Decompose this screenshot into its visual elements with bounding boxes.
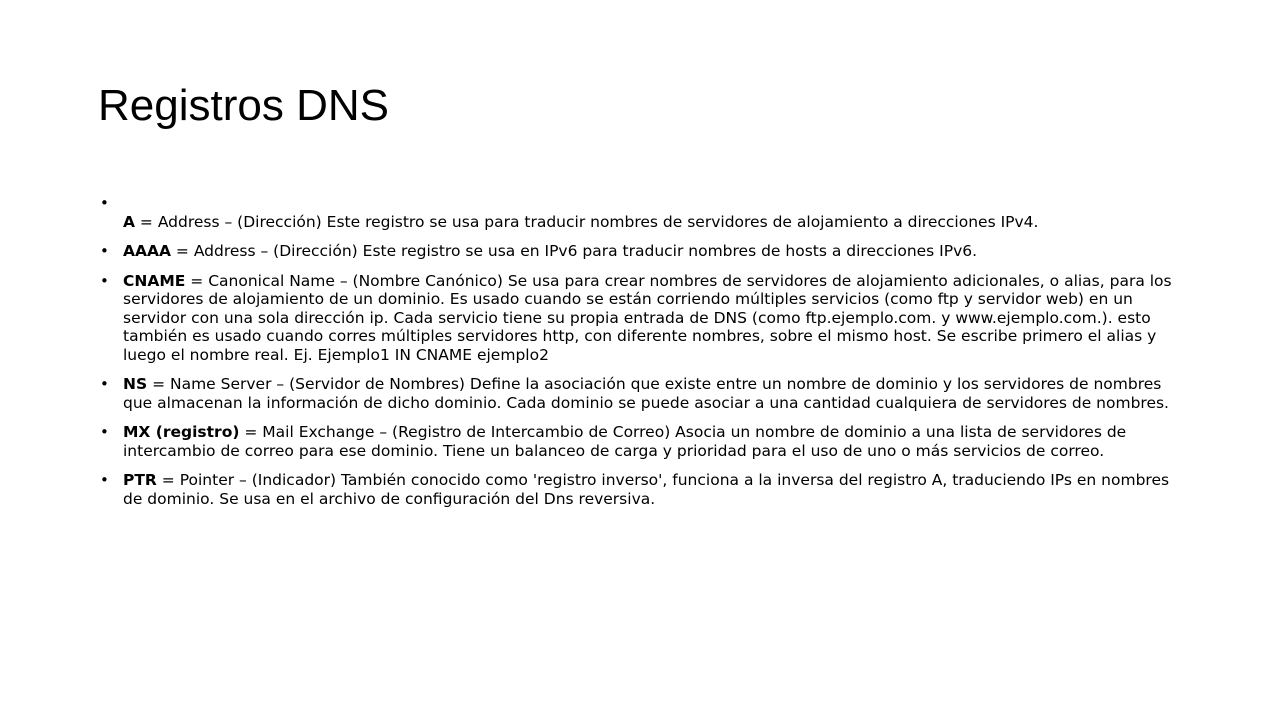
list-item-ns-record bbox=[100, 375, 1190, 412]
slide-title: Registros DNS bbox=[98, 81, 389, 130]
bullet-term: MX (registro) bbox=[123, 423, 240, 441]
bullet-body bbox=[123, 272, 1172, 364]
bullet-text: = Pointer – (Indicador) También conocido como 'registro inverso', funciona a la inversa del registro A, traduciendo IPs en nombres de dominio. Se usa en el archivo de configuración del Dns reversiva. bbox=[123, 471, 1170, 508]
bullet-term: NS bbox=[123, 375, 148, 393]
list-item-cname-record bbox=[100, 272, 1190, 365]
bullet-text: = Address – (Dirección) Este registro se usa para traducir nombres de servidores de alojamiento a direcciones IPv4. bbox=[135, 212, 1039, 231]
bullet-term: CNAME bbox=[123, 271, 186, 290]
bullet-term: A bbox=[123, 212, 135, 231]
bullet-icon: • bbox=[100, 271, 109, 290]
bullet-term: AAAA bbox=[123, 242, 171, 260]
bullet-body bbox=[123, 423, 1126, 460]
bullet-text: = Canonical Name – (Nombre Canónico) Se usa para crear nombres de servidores de alojamiento adicionales, o alias, para los servidores de alojamiento de un dominio. Es usado cuando se están corriendo múltiples servicios (como ftp y servidor web) en un servidor con una sola dirección ip. Cada servicio tiene su propia entrada de DNS (como ftp.ejemplo.com. y www.ejemplo.com.). esto también es usado cuando corres múltiples servidores http, con diferente nombres, sobre el mismo host. Se escribe primero el alias y luego el nombre real. Ej. Ejemplo1 IN CNAME ejemplo2 bbox=[123, 271, 1172, 364]
bullet-text: = Address – (Dirección) Este registro se usa en IPv6 para traducir nombres de hosts a direcciones IPv6. bbox=[170, 242, 978, 260]
bullet-icon: • bbox=[100, 423, 109, 441]
list-item-a-record bbox=[100, 194, 1190, 231]
list-item-aaaa-record bbox=[100, 242, 1190, 261]
bullet-text: = Mail Exchange – (Registro de Intercambio de Correo) Asocia un nombre de dominio a una lista de servidores de intercambio de correo para ese dominio. Tiene un balanceo de carga y prioridad para el uso de uno o más servicios de correo. bbox=[123, 423, 1127, 460]
bullet-term: PTR bbox=[123, 471, 157, 489]
bullet-icon: • bbox=[100, 194, 109, 212]
bullet-text: = Name Server – (Servidor de Nombres) Define la asociación que existe entre un nombre de dominio y los servidores de nombres que almacenan la información de dicho dominio. Cada dominio se puede asociar a una cantidad cualquiera de servidores de nombres. bbox=[123, 375, 1169, 412]
list-item-ptr-record bbox=[100, 471, 1190, 508]
bullet-icon: • bbox=[100, 242, 109, 260]
bullet-icon: • bbox=[100, 471, 109, 489]
bullet-list bbox=[100, 194, 1190, 519]
bullet-body bbox=[123, 471, 1169, 508]
bullet-body bbox=[123, 375, 1169, 412]
list-item-mx-record bbox=[100, 423, 1190, 460]
bullet-body bbox=[123, 194, 1190, 231]
bullet-icon: • bbox=[100, 375, 109, 393]
bullet-body bbox=[123, 242, 977, 260]
